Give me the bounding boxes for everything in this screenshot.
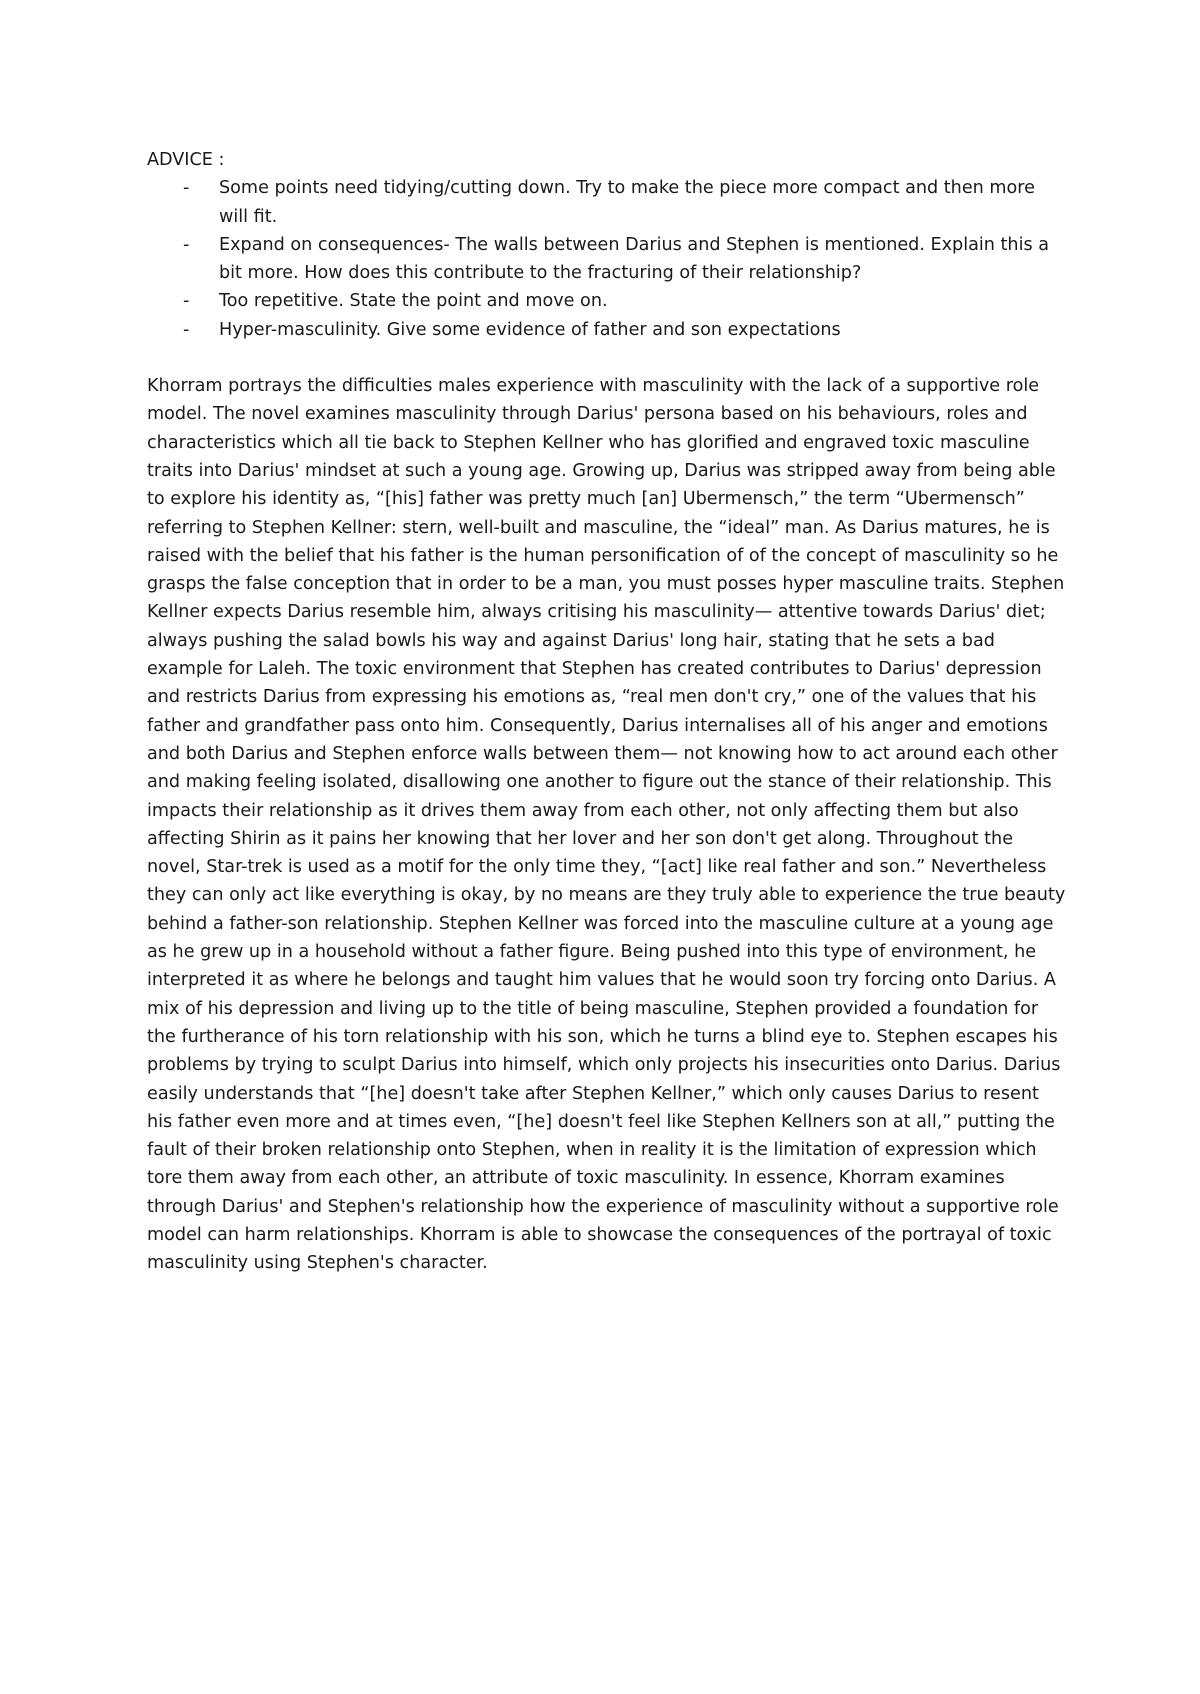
- advice-item: [147, 174, 1067, 231]
- advice-item: [147, 287, 1067, 315]
- advice-item-text: Too repetitive. State the point and move on.: [219, 291, 608, 312]
- advice-item: [147, 231, 1067, 288]
- advice-list: [147, 174, 1067, 344]
- advice-item-text: Expand on consequences- The walls between Darius and Stephen is mentioned. Explain this a bit more. How does this contribute to the fracturing of their relationship?: [219, 234, 1050, 284]
- bullet-dash: -: [183, 234, 190, 255]
- advice-item-text: Hyper-masculinity. Give some evidence of father and son expectations: [219, 319, 841, 340]
- bullet-dash: -: [183, 291, 190, 312]
- essay-paragraph: Khorram portrays the difficulties males experience with masculinity with the lack of a supportive role model. The novel examines masculinity through Darius' persona based on his behaviours, roles and characteristics which all tie back to Stephen Kellner who has glorified and engraved toxic masculine traits into Darius' mindset at such a young age. Growing up, Darius was stripped away from being able to explore his identity as, “[his] father was pretty much [an] Ubermensch,” the term “Ubermensch” referring to Stephen Kellner: stern, well-built and masculine, the “ideal” man. As Darius matures, he is raised with the belief that his father is the human personification of of the concept of masculinity so he grasps the false conception that in order to be a man, you must posses hyper masculine traits. Stephen Kellner expects Darius resemble him, always critising his masculinity— attentive towards Darius' diet; always pushing the salad bowls his way and against Darius' long hair, stating that he sets a bad example for Laleh. The toxic environment that Stephen has created contributes to Darius' depression and restricts Darius from expressing his emotions as, “real men don't cry,” one of the values that his father and grandfather pass onto him. Consequently, Darius internalises all of his anger and emotions and both Darius and Stephen enforce walls between them— not knowing how to act around each other and making feeling isolated, disallowing one another to figure out the stance of their relationship. This impacts their relationship as it drives them away from each other, not only affecting them but also affecting Shirin as it pains her knowing that her lover and her son don't get along. Throughout the novel, Star-trek is used as a motif for the only time they, “[act] like real father and son.” Nevertheless they can only act like everything is okay, by no means are they truly able to experience the true beauty behind a father-son relationship. Stephen Kellner was forced into the masculine culture at a young age as he grew up in a household without a father figure. Being pushed into this type of environment, he interpreted it as where he belongs and taught him values that he would soon try forcing onto Darius. A mix of his depression and living up to the title of being masculine, Stephen provided a foundation for the furtherance of his torn relationship with his son, which he turns a blind eye to. Stephen escapes his problems by trying to sculpt Darius into himself, which only projects his insecurities onto Darius. Darius easily understands that “[he] doesn't take after Stephen Kellner,” which only causes Darius to resent his father even more and at times even, “[he] doesn't feel like Stephen Kellners son at all,” putting the fault of their broken relationship onto Stephen, when in reality it is the limitation of expression which tore them away from each other, an attribute of toxic masculinity. In essence, Khorram examines through Darius' and Stephen's relationship how the experience of masculinity without a supportive role model can harm relationships. Khorram is able to showcase the consequences of the portrayal of toxic masculinity using Stephen's character.: [147, 376, 1066, 1274]
- bullet-dash: -: [183, 178, 190, 199]
- bullet-dash: -: [183, 319, 190, 340]
- advice-item-text: Some points need tidying/cutting down. Try to make the piece more compact and then more will fit.: [219, 178, 1035, 227]
- advice-item: [147, 316, 1067, 344]
- advice-heading: ADVICE :: [147, 150, 225, 170]
- document-page: [147, 146, 1067, 1278]
